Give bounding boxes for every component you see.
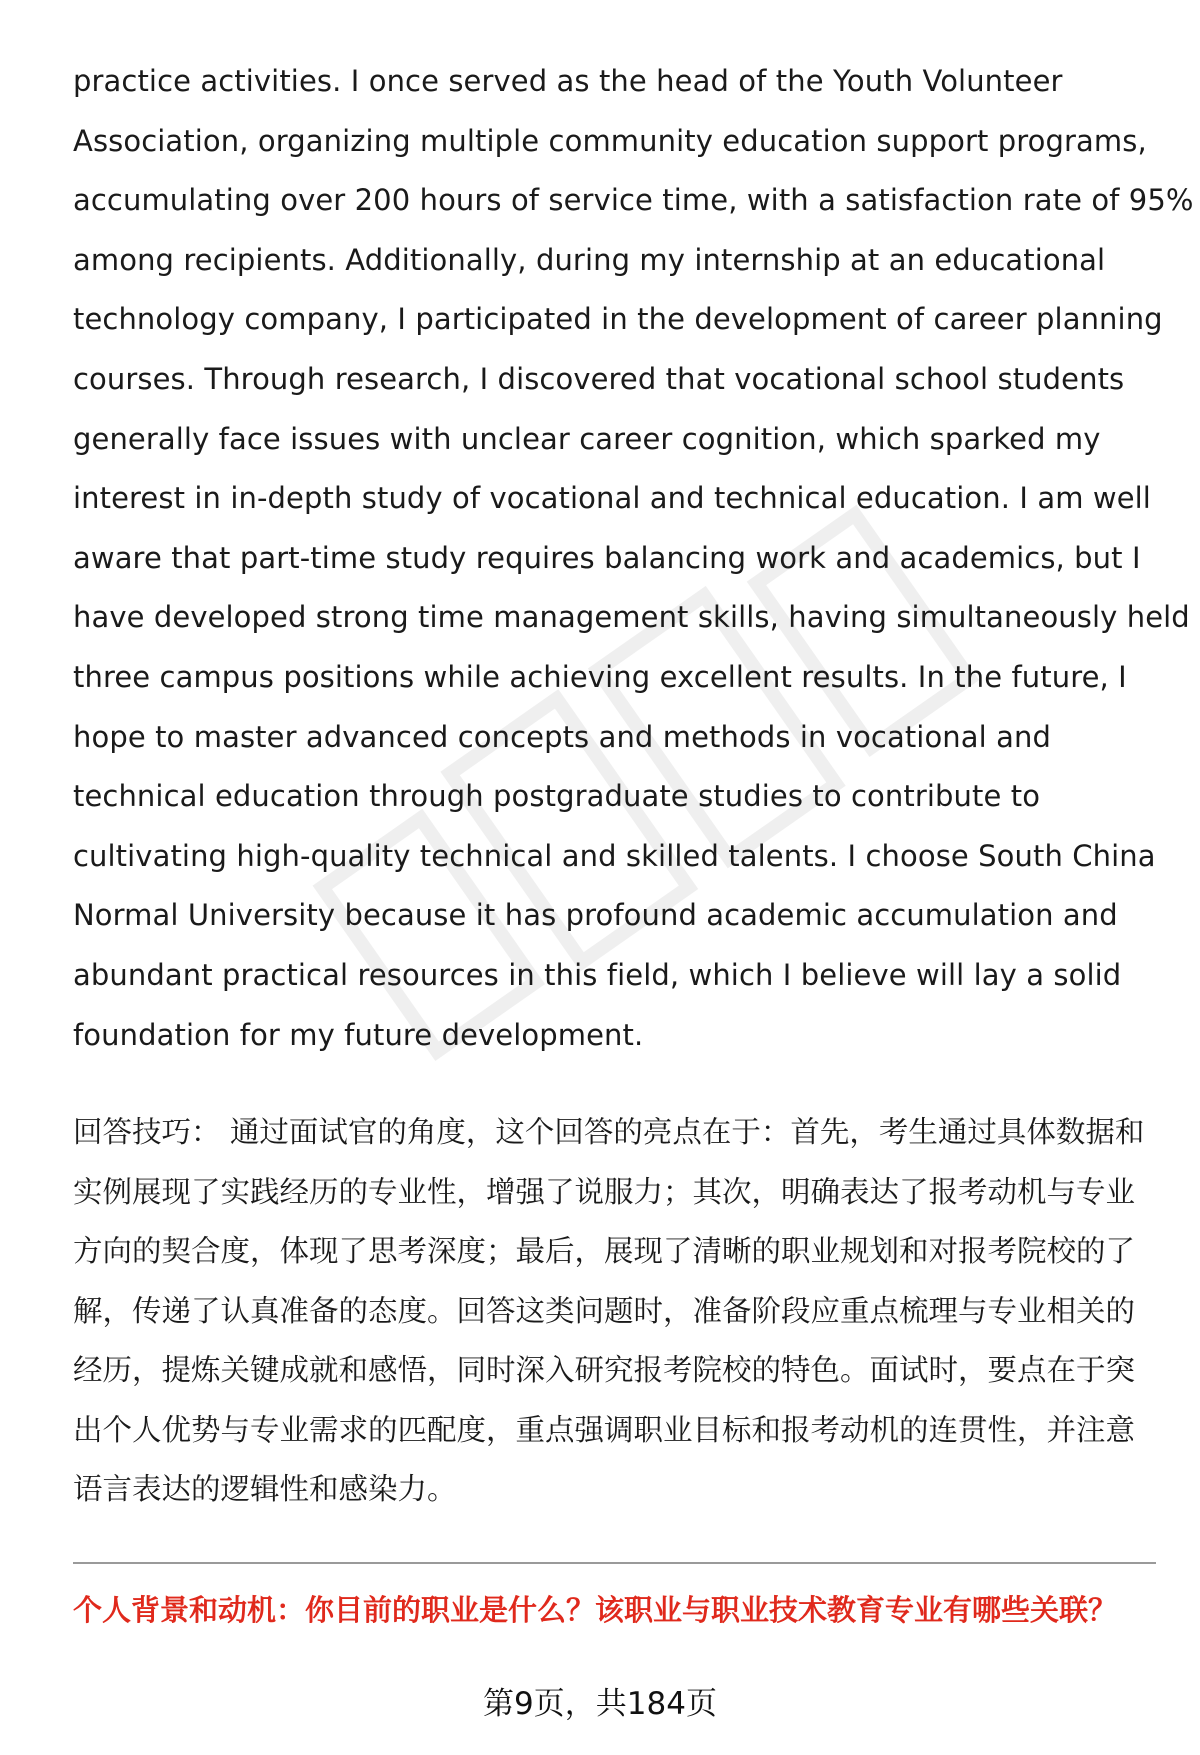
answer-line: Normal University because it has profound academic accumulation and xyxy=(73,898,1118,933)
next-question-heading: 个人背景和动机：你目前的职业是什么？该职业与职业技术教育专业有哪些关联？ xyxy=(73,1593,1118,1627)
tips-paragraph xyxy=(73,1103,1158,1520)
answer-line: cultivating high-quality technical and skilled talents. I choose South China xyxy=(73,838,1156,873)
tips-line: 语言表达的逻辑性和感染力。 xyxy=(73,1472,457,1507)
page-content xyxy=(73,52,1194,1520)
answer-line: technical education through postgraduate studies to contribute to xyxy=(73,779,1041,814)
section-divider xyxy=(73,1562,1156,1564)
answer-line: foundation for my future development. xyxy=(73,1017,644,1052)
answer-line: courses. Through research, I discovered that vocational school students xyxy=(73,361,1125,396)
page-number: 第9页，共184页 xyxy=(483,1686,717,1722)
answer-line: have developed strong time management skills, having simultaneously held xyxy=(73,600,1190,635)
tips-line: 回答技巧： 通过面试官的角度，这个回答的亮点在于：首先，考生通过具体数据和 xyxy=(73,1115,1145,1150)
answer-line: accumulating over 200 hours of service time, with a satisfaction rate of 95% xyxy=(73,183,1194,218)
answer-paragraph xyxy=(73,52,1194,1065)
tips-line: 出个人优势与专业需求的匹配度，重点强调职业目标和报考动机的连贯性，并注意 xyxy=(73,1412,1136,1447)
answer-line: aware that part-time study requires balancing work and academics, but I xyxy=(73,540,1141,575)
answer-line: three campus positions while achieving excellent results. In the future, I xyxy=(73,659,1127,694)
answer-line: interest in in-depth study of vocational and technical education. I am well xyxy=(73,481,1151,516)
answer-line: hope to master advanced concepts and methods in vocational and xyxy=(73,719,1051,754)
answer-line: among recipients. Additionally, during my internship at an educational xyxy=(73,242,1106,277)
answer-line: generally face issues with unclear career cognition, which sparked my xyxy=(73,421,1101,456)
tips-line: 实例展现了实践经历的专业性，增强了说服力；其次，明确表达了报考动机与专业 xyxy=(73,1174,1136,1209)
tips-line: 解，传递了认真准备的态度。回答这类问题时，准备阶段应重点梳理与专业相关的 xyxy=(73,1293,1136,1328)
answer-line: technology company, I participated in the development of career planning xyxy=(73,302,1163,337)
answer-line: practice activities. I once served as the head of the Youth Volunteer xyxy=(73,64,1063,98)
tips-line: 经历，提炼关键成就和感悟，同时深入研究报考院校的特色。面试时，要点在于突 xyxy=(73,1353,1136,1388)
tips-line: 方向的契合度，体现了思考深度；最后，展现了清晰的职业规划和对报考院校的了 xyxy=(73,1234,1136,1269)
answer-line: Association, organizing multiple community education support programs, xyxy=(73,123,1147,158)
answer-line: abundant practical resources in this field, which I believe will lay a solid xyxy=(73,957,1122,992)
